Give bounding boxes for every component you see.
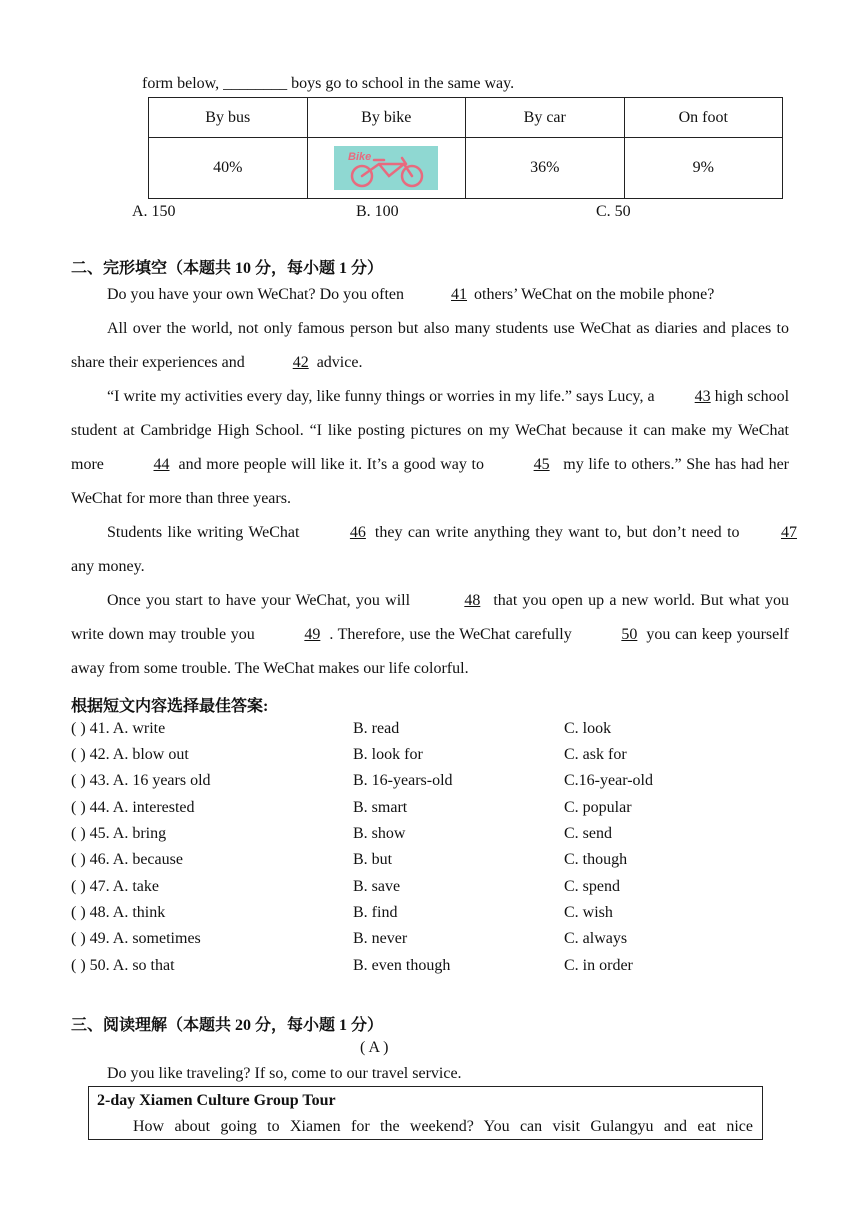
cloze-paragraph-5: Once you start to have your WeChat, you will 48 that you open up a new world. But what you write down may trouble you 49 . Therefore, use the WeChat carefully 50 you can keep yourself away from some trouble. The WeChat makes our life colorful.: [71, 584, 789, 686]
value-by-car: 36%: [466, 138, 625, 199]
blank-44: 44: [153, 456, 170, 473]
transport-table: [148, 97, 783, 199]
question-43: ( ) 43. A. 16 years old B. 16-years-old C.16-year-old: [71, 772, 653, 789]
question-47: ( ) 47. A. take B. save C. spend: [71, 878, 620, 895]
section3-intro: Do you like traveling? If so, come to our travel service.: [107, 1065, 462, 1082]
blank-46: 46: [349, 524, 366, 541]
question-48: ( ) 48. A. think B. find C. wish: [71, 904, 613, 921]
bike-image: [334, 146, 438, 190]
passage-label: ( A ): [360, 1039, 389, 1056]
question-45: ( ) 45. A. bring B. show C. send: [71, 825, 612, 842]
header-by-car: By car: [466, 98, 625, 138]
cloze-paragraph-2: All over the world, not only famous person but also many students use WeChat as diaries and places to share their experiences and 42 advice.: [71, 312, 789, 380]
prev-option-a: A. 150: [132, 203, 176, 220]
tour-title: 2-day Xiamen Culture Group Tour: [97, 1092, 336, 1109]
header-on-foot: On foot: [624, 98, 783, 138]
question-42: ( ) 42. A. blow out B. look for C. ask for: [71, 746, 627, 763]
cloze-paragraph-3: “I write my activities every day, like funny things or worries in my life.” says Lucy, a 43 high school student at Cambridge High School. “I like posting pictures on my WeChat because it can make my WeChat more 44 and more people will like it. It’s a good way to 45 my life to others.” She has had her WeChat for more than three years.: [71, 380, 789, 516]
cloze-paragraph-1: Do you have your own WeChat? Do you often 41 others’ WeChat on the mobile phone?: [71, 278, 789, 312]
value-by-bus: 40%: [149, 138, 308, 199]
blank-45: 45: [533, 456, 550, 473]
header-by-bus: By bus: [149, 98, 308, 138]
cloze-paragraph-4: Students like writing WeChat 46 they can write anything they want to, but don’t need to 47any money.: [71, 516, 789, 584]
blank-50: 50: [621, 626, 638, 643]
blank-48: 48: [464, 592, 481, 609]
prev-option-b: B. 100: [356, 203, 399, 220]
section2-heading: 二、完形填空（本题共 10 分，每小题 1 分）: [71, 260, 384, 277]
cloze-instruction: 根据短文内容选择最佳答案:: [71, 698, 269, 715]
question-49: ( ) 49. A. sometimes B. never C. always: [71, 930, 628, 947]
tour-text: How about going to Xiamen for the weekend? You can visit Gulangyu and eat nice: [133, 1118, 753, 1135]
blank-43: 43: [694, 388, 711, 405]
question-46: ( ) 46. A. because B. but C. though: [71, 851, 628, 868]
header-by-bike: By bike: [307, 98, 466, 138]
question-41: ( ) 41. A. write B. read C. look: [71, 720, 612, 737]
blank-42: 42: [292, 354, 309, 371]
bike-image-cell: [307, 138, 466, 199]
prev-option-c: C. 50: [596, 203, 631, 220]
intro-line: form below, ________ boys go to school in the same way.: [142, 75, 515, 92]
blank-47: 47: [781, 524, 797, 541]
question-50: ( ) 50. A. so that B. even though C. in order: [71, 957, 633, 974]
blank-49: 49: [304, 626, 321, 643]
question-44: ( ) 44. A. interested B. smart C. popular: [71, 799, 632, 816]
bike-image-text: Bike: [348, 151, 372, 163]
blank-41: 41: [451, 286, 468, 303]
section3-heading: 三、阅读理解（本题共 20 分，每小题 1 分）: [71, 1017, 384, 1034]
tour-box: [88, 1086, 763, 1140]
value-on-foot: 9%: [624, 138, 783, 199]
